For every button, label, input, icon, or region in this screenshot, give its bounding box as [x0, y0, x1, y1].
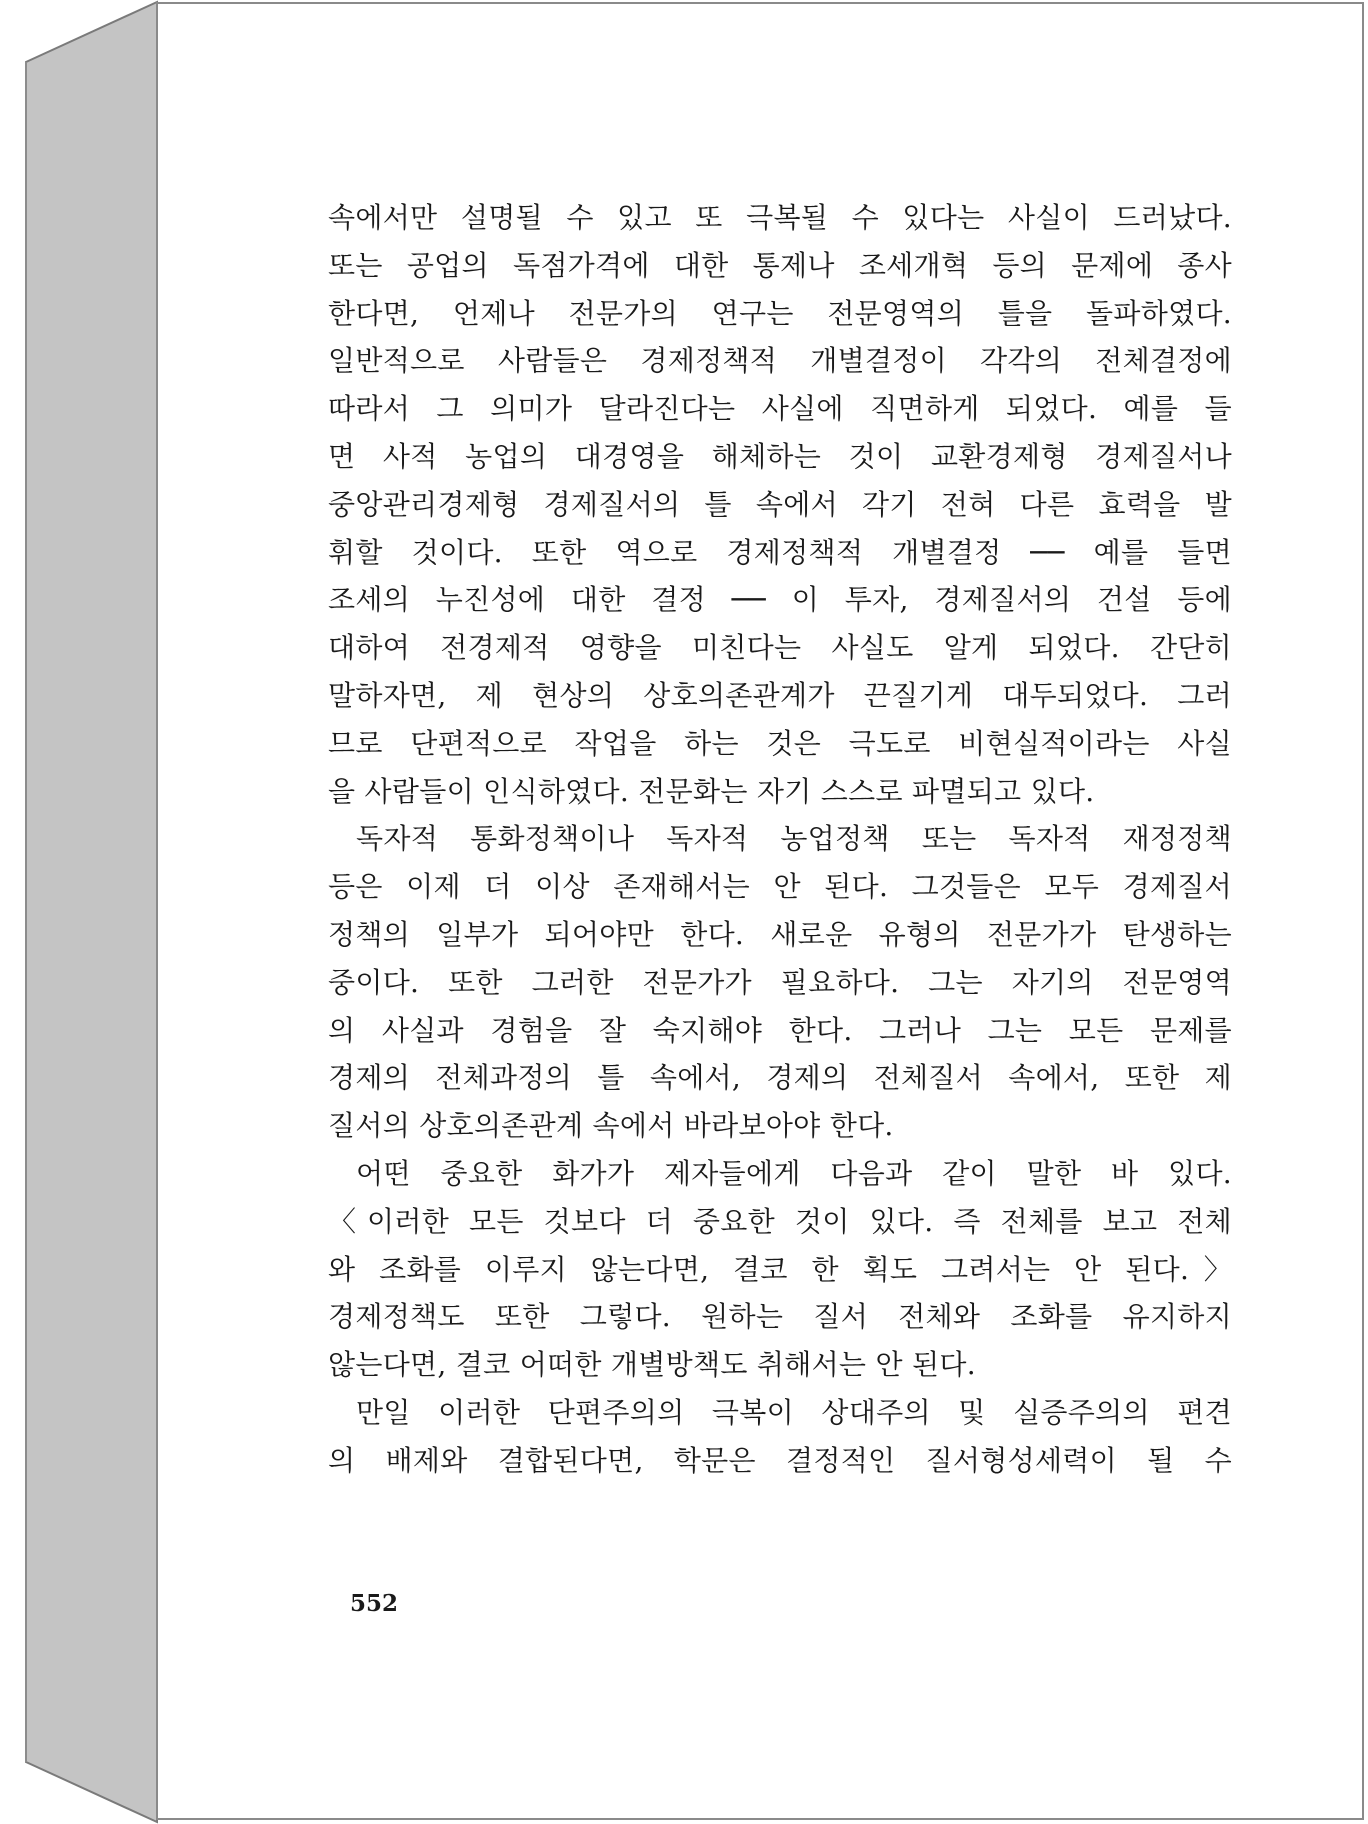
page-number: 552 [350, 1590, 399, 1617]
text-line: 만일 이러한 단편주의의 극복이 상대주의 및 실증주의의 편견 [356, 1395, 1232, 1429]
paragraph [328, 194, 1232, 815]
text-line: 의 배제와 결합된다면, 학문은 결정적인 질서형성세력이 될 수 [328, 1443, 1232, 1477]
text-line: 중앙관리경제형 경제질서의 틀 속에서 각기 전혀 다른 효력을 발 [328, 487, 1232, 521]
text-line: 등은 이제 더 이상 존재해서는 안 된다. 그것들은 모두 경제질서 [328, 870, 1232, 904]
text-line: 면 사적 농업의 대경영을 해체하는 것이 교환경제형 경제질서나 [328, 439, 1232, 473]
text-line: 휘할 것이다. 또한 역으로 경제정책적 개별결정 ── 예를 들면 [328, 535, 1232, 569]
paragraph [328, 1150, 1232, 1389]
book-spine-face [26, 2, 157, 1822]
text-line: 정책의 일부가 되어야만 한다. 새로운 유형의 전문가가 탄생하는 [328, 917, 1232, 951]
book-spine [0, 0, 160, 1824]
text-line: 말하자면, 제 현상의 상호의존관계가 끈질기게 대두되었다. 그러 [328, 678, 1232, 712]
text-line: 경제정책도 또한 그렇다. 원하는 질서 전체와 조화를 유지하지 [328, 1300, 1232, 1334]
text-line: 어떤 중요한 화가가 제자들에게 다음과 같이 말한 바 있다. [356, 1156, 1232, 1190]
text-line: 속에서만 설명될 수 있고 또 극복될 수 있다는 사실이 드러났다. [328, 201, 1232, 234]
text-line: 일반적으로 사람들은 경제정책적 개별결정이 각각의 전체결정에 [328, 344, 1232, 378]
text-line: 을 사람들이 인식하였다. 전문화는 자기 스스로 파멸되고 있다. [328, 774, 1095, 808]
text-line: 중이다. 또한 그러한 전문가가 필요하다. 그는 자기의 전문영역 [328, 965, 1232, 999]
text-line: 않는다면, 결코 어떠한 개별방책도 취해서는 안 된다. [328, 1348, 976, 1382]
text-line: 〈이러한 모든 것보다 더 중요한 것이 있다. 즉 전체를 보고 전체 [328, 1204, 1232, 1238]
text-line: 질서의 상호의존관계 속에서 바라보아야 한다. [328, 1109, 894, 1143]
text-line: 대하여 전경제적 영향을 미친다는 사실도 알게 되었다. 간단히 [328, 631, 1232, 665]
text-line: 경제의 전체과정의 틀 속에서, 경제의 전체질서 속에서, 또한 제 [328, 1061, 1232, 1095]
paragraph [328, 815, 1232, 1150]
text-line: 따라서 그 의미가 달라진다는 사실에 직면하게 되었다. 예를 들 [328, 392, 1232, 426]
text-line: 와 조화를 이루지 않는다면, 결코 한 획도 그려서는 안 된다.〉 [328, 1252, 1232, 1286]
text-line: 조세의 누진성에 대한 결정 ── 이 투자, 경제질서의 건설 등에 [328, 583, 1232, 617]
text-line: 독자적 통화정책이나 독자적 농업정책 또는 독자적 재정정책 [356, 822, 1232, 856]
body-text [328, 194, 1232, 1485]
paragraph [328, 1389, 1232, 1485]
text-line: 의 사실과 경험을 잘 숙지해야 한다. 그러나 그는 모든 문제를 [328, 1013, 1232, 1047]
text-line: 한다면, 언제나 전문가의 연구는 전문영역의 틀을 돌파하였다. [328, 296, 1232, 330]
text-line: 므로 단편적으로 작업을 하는 것은 극도로 비현실적이라는 사실 [328, 726, 1232, 760]
text-line: 또는 공업의 독점가격에 대한 통제나 조세개혁 등의 문제에 종사 [328, 248, 1232, 282]
